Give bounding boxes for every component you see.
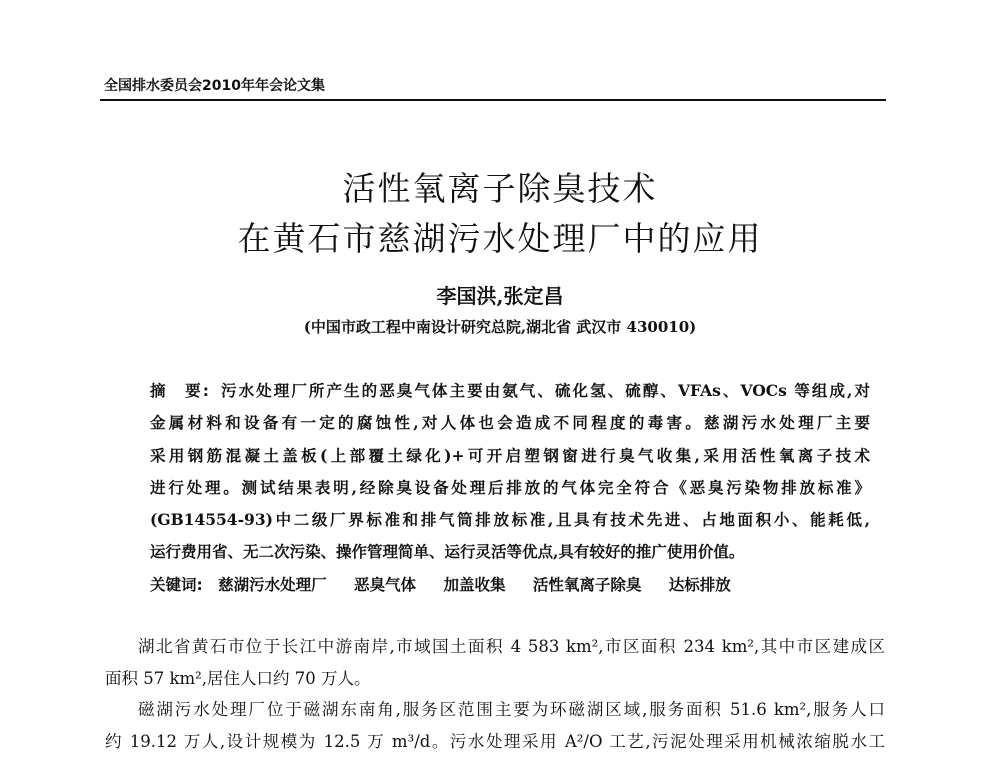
authors: 李国洪,张定昌	[0, 280, 1000, 309]
abstract	[150, 380, 870, 606]
body-line: 湖北省黄石市位于长江中游南岸,市域国土面积 4 583 km²,市区面积 234 km²,其中市区建成区	[105, 636, 885, 668]
keyword: 加盖收集	[443, 575, 505, 594]
body-text	[105, 636, 885, 762]
title-line-2: 在黄石市慈湖污水处理厂中的应用	[0, 213, 1000, 260]
body-line: 面积 57 km²,居住人口约 70 万人。	[105, 668, 885, 700]
keywords-label: 关键词:	[150, 576, 203, 594]
header-rule	[100, 99, 886, 101]
abstract-line: 运行费用省、无二次污染、操作管理简单、运行灵活等优点,具有较好的推广使用价值。	[150, 541, 870, 573]
keyword: 活性氧离子除臭	[533, 575, 642, 594]
keyword: 达标排放	[669, 575, 731, 594]
title-line-1: 活性氧离子除臭技术	[0, 163, 1000, 210]
keyword: 慈湖污水处理厂	[218, 575, 327, 594]
running-header: 全国排水委员会2010年年会论文集	[104, 75, 325, 95]
affiliation: (中国市政工程中南设计研究总院,湖北省 武汉市 430010)	[0, 316, 1000, 337]
keyword: 恶臭气体	[354, 575, 416, 594]
keywords	[150, 574, 870, 606]
abstract-line: 采用钢筋混凝土盖板(上部覆土绿化)+可开启塑钢窗进行臭气收集,采用活性氧离子技术	[150, 445, 870, 477]
body-line: 磁湖污水处理厂位于磁湖东南角,服务区范围主要为环磁湖区域,服务面积 51.6 km²,服务人口	[105, 699, 885, 731]
body-line: 约 19.12 万人,设计规模为 12.5 万 m³/d。污水处理采用 A²/O 工艺,污泥处理采用机械浓缩脱水工	[105, 731, 885, 762]
abstract-line: 进行处理。测试结果表明,经除臭设备处理后排放的气体完全符合《恶臭污染物排放标准》	[150, 477, 870, 509]
abstract-line: 金属材料和设备有一定的腐蚀性,对人体也会造成不同程度的毒害。慈湖污水处理厂主要	[150, 412, 870, 444]
abstract-label: 摘 要:	[150, 382, 209, 400]
abstract-line: (GB14554-93)中二级厂界标准和排气筒排放标准,且具有技术先进、占地面积小、能耗低,	[150, 509, 870, 541]
abstract-line: 摘 要: 污水处理厂所产生的恶臭气体主要由氨气、硫化氢、硫醇、VFAs、VOCs 等组成,对	[150, 380, 870, 412]
